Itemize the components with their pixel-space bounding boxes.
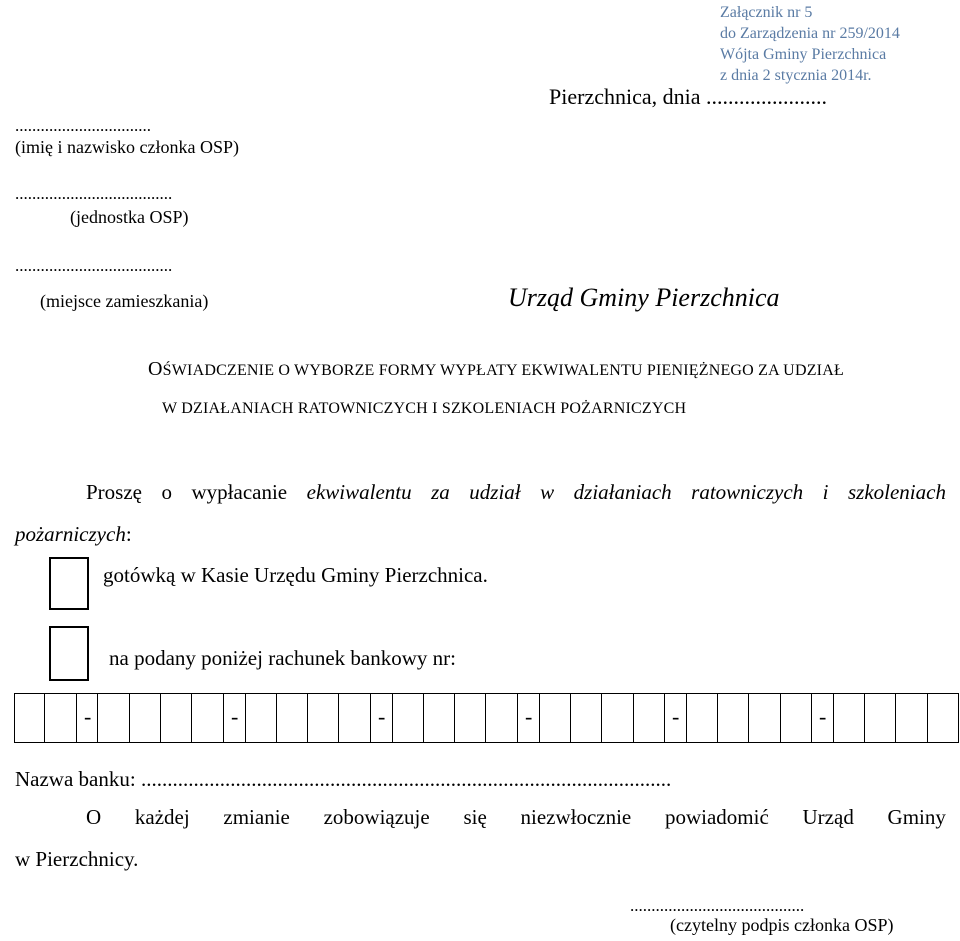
request-word: Proszę <box>86 480 142 504</box>
declaration-title-rest: ŚWIADCZENIE O WYBORZE FORMY WYPŁATY EKWIWALENTU PIENIĘŻNEGO ZA UDZIAŁ <box>162 362 844 379</box>
account-grid-line <box>958 694 959 742</box>
attachment-line: Wójta Gminy Pierzchnica <box>720 46 887 63</box>
request-word: działaniach <box>573 480 672 504</box>
member-name-dots: ................................ <box>15 116 151 135</box>
notice-word: zmianie <box>223 805 290 829</box>
account-separator-dash: - <box>378 704 386 729</box>
account-separator-dash: - <box>525 704 533 729</box>
account-separator-dash: - <box>231 704 239 729</box>
account-separator-dash: - <box>672 704 680 729</box>
request-word: wypłacanie <box>191 480 288 504</box>
request-word: za <box>431 480 450 504</box>
bank-name-line: Nazwa banku: ..................................................................................................... <box>15 767 672 791</box>
account-grid-line <box>517 694 518 742</box>
account-grid-line <box>485 694 486 742</box>
notice-word: niezwłocznie <box>520 805 632 829</box>
request-word: o <box>161 480 172 504</box>
declaration-title-line2: W DZIAŁANIACH RATOWNICZYCH I SZKOLENIACH POŻARNICZYCH <box>162 400 687 417</box>
request-word: i <box>822 480 829 504</box>
account-grid-line <box>686 694 687 742</box>
account-grid-line <box>76 694 77 742</box>
request-line2-text: pożarniczych <box>15 522 126 546</box>
notice-line2: w Pierzchnicy. <box>15 847 139 871</box>
account-grid-line <box>864 694 865 742</box>
account-grid-line <box>423 694 424 742</box>
account-grid-line <box>539 694 540 742</box>
account-grid-line <box>338 694 339 742</box>
request-word: w <box>540 480 555 504</box>
account-grid-line <box>44 694 45 742</box>
account-grid-line <box>223 694 224 742</box>
account-grid-line <box>129 694 130 742</box>
unit-caption: (jednostka OSP) <box>70 207 189 227</box>
attachment-note <box>720 2 900 86</box>
notice-line <box>86 805 946 830</box>
account-grid-line <box>307 694 308 742</box>
account-grid-line <box>633 694 634 742</box>
member-name-caption: (imię i nazwisko członka OSP) <box>15 137 239 157</box>
request-colon: : <box>125 522 132 546</box>
account-grid-line <box>927 694 928 742</box>
account-grid-line <box>717 694 718 742</box>
bank-option-label: na podany poniżej rachunek bankowy nr: <box>109 646 456 670</box>
account-grid-line <box>454 694 455 742</box>
signature-caption: (czytelny podpis członka OSP) <box>670 915 894 935</box>
notice-word: O <box>86 805 102 829</box>
account-grid-line <box>245 694 246 742</box>
account-grid-line <box>895 694 896 742</box>
unit-dots: ..................................... <box>15 184 173 203</box>
account-grid-line <box>811 694 812 742</box>
account-grid-line <box>191 694 192 742</box>
request-word: udział <box>469 480 521 504</box>
account-grid-line <box>370 694 371 742</box>
notice-word: zobowiązuje <box>323 805 430 829</box>
attachment-line: do Zarządzenia nr 259/2014 <box>720 25 900 42</box>
declaration-title-line1 <box>148 358 844 381</box>
account-grid-line <box>97 694 98 742</box>
account-grid-line <box>160 694 161 742</box>
request-line <box>86 480 946 505</box>
account-separator-dash: - <box>84 704 92 729</box>
notice-word: każdej <box>134 805 190 829</box>
request-word: szkoleniach <box>847 480 946 504</box>
signature-dots: ......................................... <box>630 896 805 915</box>
notice-word: Gminy <box>887 805 946 829</box>
account-grid-line <box>276 694 277 742</box>
account-separator-dash: - <box>819 704 827 729</box>
notice-word: powiadomić <box>664 805 769 829</box>
account-grid-line <box>780 694 781 742</box>
request-word: ekwiwalentu <box>306 480 412 504</box>
declaration-initial: O <box>148 358 163 380</box>
account-grid-line <box>601 694 602 742</box>
account-grid-line <box>833 694 834 742</box>
office-name: Urząd Gminy Pierzchnica <box>508 283 780 312</box>
account-grid-line <box>664 694 665 742</box>
cash-option-label: gotówką w Kasie Urzędu Gminy Pierzchnica. <box>103 563 488 587</box>
notice-word: się <box>463 805 487 829</box>
account-number-grid[interactable] <box>14 693 959 743</box>
residence-dots: ..................................... <box>15 256 173 275</box>
attachment-line: Załącznik nr 5 <box>720 4 813 21</box>
request-word: ratowniczych <box>691 480 804 504</box>
bank-checkbox[interactable] <box>49 626 89 681</box>
notice-word: Urząd <box>802 805 854 829</box>
cash-checkbox[interactable] <box>49 557 89 610</box>
account-grid-line <box>570 694 571 742</box>
attachment-line: z dnia 2 stycznia 2014r. <box>720 67 872 84</box>
place-and-date: Pierzchnica, dnia ...................... <box>549 84 827 109</box>
request-line2 <box>15 522 132 547</box>
account-grid-line <box>748 694 749 742</box>
residence-caption: (miejsce zamieszkania) <box>40 291 209 311</box>
account-grid-line <box>14 694 15 742</box>
account-grid-line <box>392 694 393 742</box>
